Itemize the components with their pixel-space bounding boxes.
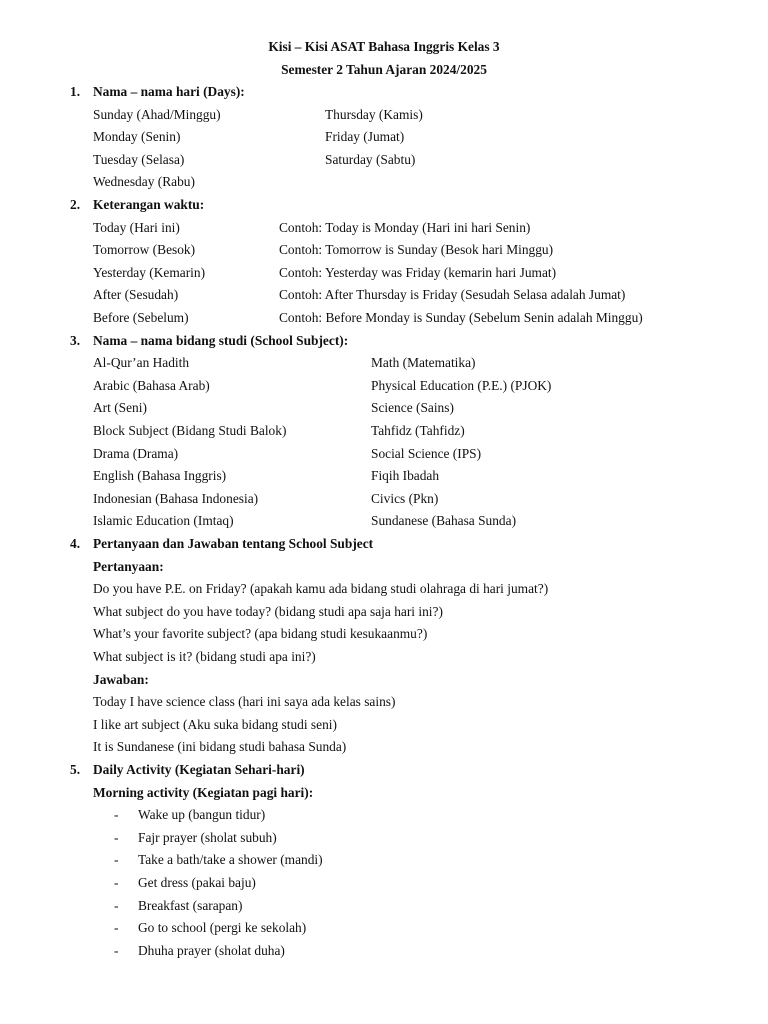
answer-row (0, 714, 768, 737)
dash-bullet: - (114, 807, 119, 823)
dash-bullet: - (114, 875, 119, 890)
question-text: Do you have P.E. on Friday? (apakah kamu ada bidang studi olahraga di hari jumat?) (93, 581, 549, 597)
subject-item: Art (Seni) (93, 400, 147, 416)
section-number: 1. (70, 84, 81, 99)
subject-row (0, 352, 768, 375)
dash-bullet: - (114, 852, 119, 868)
question-text: What subject is it? (bidang studi apa ini?) (93, 649, 316, 664)
section-2-heading (0, 194, 768, 217)
questions-label: Pertanyaan: (93, 558, 164, 574)
subject-item: English (Bahasa Inggris) (93, 468, 227, 484)
activity-list-item (0, 849, 768, 872)
answer-row (0, 736, 768, 759)
question-text: What subject do you have today? (bidang studi apa saja hari ini?) (93, 603, 443, 619)
time-row (0, 217, 768, 240)
section-title: Keterangan waktu: (93, 197, 205, 212)
day-item: Sunday (Ahad/Minggu) (93, 106, 221, 122)
section-title: Nama – nama bidang studi (School Subject): (93, 332, 349, 348)
section-1-heading (0, 81, 768, 104)
activity-text: Dhuha prayer (sholat duha) (138, 942, 285, 958)
activity-list-item (0, 940, 768, 963)
section-4-heading (0, 533, 768, 556)
subject-item: Block Subject (Bidang Studi Balok) (93, 423, 287, 438)
time-example: Contoh: After Thursday is Friday (Sesudah Selasa adalah Jumat) (279, 287, 626, 303)
time-example: Contoh: Today is Monday (Hari ini hari Senin) (279, 219, 531, 235)
subject-item: Arabic (Bahasa Arab) (93, 377, 210, 393)
time-row (0, 307, 768, 330)
subject-item: Fiqih Ibadah (371, 468, 440, 484)
time-example: Contoh: Before Monday is Sunday (Sebelum Senin adalah Minggu) (279, 310, 643, 325)
section-5-heading (0, 759, 768, 782)
subject-item: Tahfidz (Tahfidz) (371, 423, 465, 438)
activity-text: Go to school (pergi ke sekolah) (138, 920, 307, 936)
subject-item: Math (Matematika) (371, 355, 476, 371)
activity-text: Get dress (pakai baju) (138, 875, 256, 890)
document-title: Kisi – Kisi ASAT Bahasa Inggris Kelas 3 (268, 39, 500, 54)
activity-list-item (0, 895, 768, 918)
answer-text: Today I have science class (hari ini saya ada kelas sains) (93, 694, 396, 710)
activity-text: Fajr prayer (sholat subuh) (138, 829, 277, 845)
time-term: Today (Hari ini) (93, 219, 180, 235)
section-3-heading (0, 330, 768, 353)
section-number: 3. (70, 332, 81, 348)
subject-row (0, 488, 768, 511)
time-row (0, 262, 768, 285)
subject-item: Sundanese (Bahasa Sunda) (371, 513, 517, 529)
time-term: Tomorrow (Besok) (93, 242, 196, 258)
morning-activity-label-row (0, 782, 768, 805)
section-title: Daily Activity (Kegiatan Sehari-hari) (93, 762, 305, 777)
document-subtitle: Semester 2 Tahun Ajaran 2024/2025 (281, 62, 487, 77)
subject-row (0, 465, 768, 488)
time-example: Contoh: Yesterday was Friday (kemarin hari Jumat) (279, 264, 557, 280)
days-row (0, 171, 768, 194)
time-row (0, 239, 768, 262)
morning-activity-label: Morning activity (Kegiatan pagi hari): (93, 784, 314, 800)
section-number: 5. (70, 762, 81, 777)
answers-label-row (0, 669, 768, 692)
activity-list-item (0, 804, 768, 827)
subject-row (0, 375, 768, 398)
day-item: Tuesday (Selasa) (93, 151, 185, 167)
question-row (0, 623, 768, 646)
activity-text: Wake up (bangun tidur) (138, 807, 266, 823)
subject-row (0, 397, 768, 420)
dash-bullet: - (114, 897, 119, 913)
time-row (0, 284, 768, 307)
question-row (0, 601, 768, 624)
question-row (0, 646, 768, 669)
subject-row (0, 420, 768, 443)
time-term: Yesterday (Kemarin) (93, 264, 206, 280)
day-item: Thursday (Kamis) (325, 106, 423, 122)
subject-item: Physical Education (P.E.) (PJOK) (371, 377, 552, 393)
activity-list-item (0, 872, 768, 895)
day-item: Friday (Jumat) (325, 129, 405, 145)
answer-row (0, 691, 768, 714)
answer-text: It is Sundanese (ini bidang studi bahasa Sunda) (93, 739, 347, 755)
question-row (0, 578, 768, 601)
day-item: Monday (Senin) (93, 129, 181, 145)
answers-label: Jawaban: (93, 671, 149, 687)
subject-item: Civics (Pkn) (371, 490, 439, 506)
subject-item: Islamic Education (Imtaq) (93, 513, 234, 529)
activity-text: Take a bath/take a shower (mandi) (138, 852, 323, 868)
subject-row (0, 510, 768, 533)
question-text: What’s your favorite subject? (apa bidang studi kesukaanmu?) (93, 626, 428, 642)
dash-bullet: - (114, 920, 119, 936)
days-row (0, 126, 768, 149)
questions-label-row (0, 556, 768, 579)
activity-list-item (0, 827, 768, 850)
activity-list-item (0, 917, 768, 940)
subject-item: Al-Qur’an Hadith (93, 355, 190, 371)
time-example: Contoh: Tomorrow is Sunday (Besok hari Minggu) (279, 242, 554, 258)
dash-bullet: - (114, 942, 119, 958)
section-title: Nama – nama hari (Days): (93, 84, 245, 99)
subject-item: Indonesian (Bahasa Indonesia) (93, 490, 259, 506)
section-title: Pertanyaan dan Jawaban tentang School Subject (93, 536, 374, 551)
activity-text: Breakfast (sarapan) (138, 897, 243, 913)
subject-row (0, 443, 768, 466)
day-item: Saturday (Sabtu) (325, 151, 416, 167)
days-row (0, 149, 768, 172)
time-term: After (Sesudah) (93, 287, 179, 303)
section-number: 2. (70, 197, 81, 212)
subject-item: Science (Sains) (371, 400, 454, 416)
subject-item: Drama (Drama) (93, 445, 179, 461)
time-term: Before (Sebelum) (93, 310, 189, 325)
day-item: Wednesday (Rabu) (93, 174, 195, 190)
days-row (0, 104, 768, 127)
dash-bullet: - (114, 829, 119, 845)
answer-text: I like art subject (Aku suka bidang studi seni) (93, 716, 337, 732)
subject-item: Social Science (IPS) (371, 445, 482, 461)
section-number: 4. (70, 536, 81, 551)
